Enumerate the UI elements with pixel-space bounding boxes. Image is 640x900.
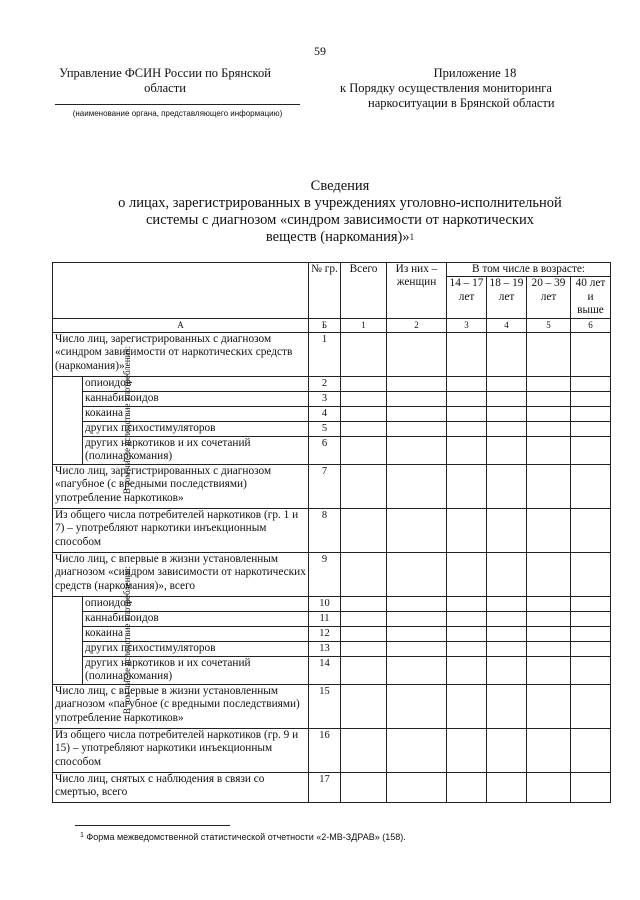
row-number: 15	[309, 685, 341, 729]
value-cell	[487, 612, 527, 627]
table-row	[53, 729, 611, 773]
column-label-row	[53, 318, 611, 332]
value-cell	[487, 773, 527, 803]
value-cell	[341, 627, 387, 642]
table-row	[53, 465, 611, 509]
value-cell	[487, 597, 527, 612]
row-label: опиоидов	[83, 377, 309, 392]
value-cell	[527, 642, 571, 657]
row-label: Число лиц, с впервые в жизни установленным диагнозом «пагубное (с вредными последствиями) употребление наркотиков»	[53, 685, 309, 729]
value-cell	[447, 729, 487, 773]
value-cell	[387, 627, 447, 642]
header-age-18-19: 18 – 19 лет	[487, 277, 527, 318]
value-cell	[387, 465, 447, 509]
value-cell	[487, 509, 527, 553]
row-label: кокаина	[83, 627, 309, 642]
value-cell	[341, 407, 387, 422]
value-cell	[571, 422, 611, 437]
value-cell	[571, 333, 611, 377]
value-cell	[571, 612, 611, 627]
col-label-1: 1	[341, 318, 387, 332]
row-label: Число лиц, зарегистрированных с диагнозом «синдром зависимости от наркотических средств (наркомания)»	[53, 333, 309, 377]
row-number: 13	[309, 642, 341, 657]
value-cell	[571, 597, 611, 612]
value-cell	[447, 612, 487, 627]
value-cell	[527, 612, 571, 627]
value-cell	[387, 657, 447, 685]
value-cell	[387, 509, 447, 553]
organization-block	[40, 66, 290, 96]
value-cell	[571, 465, 611, 509]
value-cell	[341, 597, 387, 612]
row-label: Из общего числа потребителей наркотиков (гр. 1 и 7) – употребляют наркотики инъекционным способом	[53, 509, 309, 553]
value-cell	[447, 657, 487, 685]
value-cell	[527, 597, 571, 612]
value-cell	[447, 392, 487, 407]
value-cell	[341, 333, 387, 377]
value-cell	[447, 553, 487, 597]
table-row	[53, 392, 611, 407]
value-cell	[527, 685, 571, 729]
value-cell	[487, 465, 527, 509]
row-label: Число лиц, с впервые в жизни установленным диагнозом «синдром зависимости от наркотических средств (наркомания)», всего	[53, 553, 309, 597]
col-label-2: 2	[387, 318, 447, 332]
value-cell	[341, 612, 387, 627]
value-cell	[447, 685, 487, 729]
title-line2: о лицах, зарегистрированных в учреждениях уголовно-исполнительной	[118, 195, 562, 211]
value-cell	[527, 377, 571, 392]
table-row	[53, 553, 611, 597]
table-row	[53, 377, 611, 392]
value-cell	[571, 773, 611, 803]
row-number: 14	[309, 657, 341, 685]
value-cell	[487, 333, 527, 377]
value-cell	[387, 377, 447, 392]
vertical-group-label-text: В том числе вследствие употребления:	[122, 565, 133, 714]
value-cell	[571, 437, 611, 465]
value-cell	[527, 407, 571, 422]
value-cell	[387, 773, 447, 803]
value-cell	[571, 553, 611, 597]
value-cell	[341, 509, 387, 553]
appendix-line2: к Порядку осуществления мониторинга	[340, 81, 552, 95]
value-cell	[571, 729, 611, 773]
col-label-b: Б	[309, 318, 341, 332]
value-cell	[447, 509, 487, 553]
value-cell	[571, 642, 611, 657]
value-cell	[387, 553, 447, 597]
value-cell	[527, 657, 571, 685]
row-number: 4	[309, 407, 341, 422]
value-cell	[341, 729, 387, 773]
footnote-mark: 1	[80, 832, 84, 839]
value-cell	[487, 729, 527, 773]
value-cell	[571, 685, 611, 729]
value-cell	[387, 392, 447, 407]
value-cell	[447, 407, 487, 422]
table-row	[53, 627, 611, 642]
footnote-separator	[75, 825, 230, 826]
value-cell	[387, 333, 447, 377]
row-number: 16	[309, 729, 341, 773]
table-row	[53, 437, 611, 465]
title-footnote-mark: 1	[409, 232, 415, 242]
value-cell	[527, 465, 571, 509]
row-label: Число лиц, снятых с наблюдения в связи со смертью, всего	[53, 773, 309, 803]
row-label: Из общего числа потребителей наркотиков (гр. 9 и 15) – употребляют наркотики инъекционным способом	[53, 729, 309, 773]
header-age-40-plus: 40 лет и выше	[571, 277, 611, 318]
row-number: 8	[309, 509, 341, 553]
value-cell	[341, 773, 387, 803]
value-cell	[571, 627, 611, 642]
row-label: других психостимуляторов	[83, 642, 309, 657]
value-cell	[341, 422, 387, 437]
header-ages-group: В том числе в возрасте:	[447, 263, 611, 277]
value-cell	[487, 553, 527, 597]
value-cell	[447, 465, 487, 509]
row-label: других психостимуляторов	[83, 422, 309, 437]
value-cell	[447, 773, 487, 803]
appendix-block	[340, 66, 610, 111]
organization-note: (наименование органа, представляющего информацию)	[72, 109, 283, 118]
value-cell	[571, 407, 611, 422]
header-women: Из них – женщин	[387, 263, 447, 319]
title-line1: Сведения	[310, 178, 370, 194]
value-cell	[527, 422, 571, 437]
document-title	[100, 178, 580, 246]
vertical-group-label-text: В том числе вследствие употребления:	[122, 345, 133, 494]
value-cell	[487, 392, 527, 407]
row-number: 1	[309, 333, 341, 377]
table-row	[53, 597, 611, 612]
value-cell	[487, 627, 527, 642]
organization-name-line2: области	[144, 81, 186, 95]
row-number: 9	[309, 553, 341, 597]
row-label: опиоидов	[83, 597, 309, 612]
row-number: 12	[309, 627, 341, 642]
table-row	[53, 407, 611, 422]
footnote	[80, 832, 580, 842]
header-blank-cell	[53, 263, 309, 319]
col-label-4: 4	[487, 318, 527, 332]
page-number: 59	[314, 44, 326, 58]
value-cell	[447, 437, 487, 465]
value-cell	[387, 685, 447, 729]
table-row	[53, 333, 611, 377]
value-cell	[447, 597, 487, 612]
row-number: 5	[309, 422, 341, 437]
col-label-6: 6	[571, 318, 611, 332]
value-cell	[341, 377, 387, 392]
value-cell	[341, 657, 387, 685]
table-row	[53, 773, 611, 803]
value-cell	[527, 333, 571, 377]
row-label: кокаина	[83, 407, 309, 422]
value-cell	[447, 333, 487, 377]
row-label: каннабиноидов	[83, 392, 309, 407]
report-table	[52, 262, 611, 803]
row-label: каннабиноидов	[83, 612, 309, 627]
row-number: 10	[309, 597, 341, 612]
value-cell	[571, 392, 611, 407]
row-number: 2	[309, 377, 341, 392]
value-cell	[447, 377, 487, 392]
appendix-line3: наркоситуации в Брянской области	[368, 96, 555, 110]
organization-underline	[55, 104, 300, 105]
value-cell	[387, 422, 447, 437]
col-label-a: А	[53, 318, 309, 332]
col-label-3: 3	[447, 318, 487, 332]
title-line3: системы с диагнозом «синдром зависимости от наркотических	[146, 212, 534, 228]
footnote-text: Форма межведомственной статистической отчетности «2-МВ-ЗДРАВ» (158).	[86, 832, 406, 842]
value-cell	[341, 392, 387, 407]
value-cell	[571, 509, 611, 553]
value-cell	[487, 422, 527, 437]
value-cell	[487, 657, 527, 685]
value-cell	[527, 627, 571, 642]
value-cell	[447, 627, 487, 642]
table-row	[53, 612, 611, 627]
value-cell	[387, 437, 447, 465]
col-label-5: 5	[527, 318, 571, 332]
value-cell	[341, 642, 387, 657]
row-number: 11	[309, 612, 341, 627]
value-cell	[487, 642, 527, 657]
row-label: других наркотиков и их сочетаний (полинаркомания)	[83, 657, 309, 685]
row-label: других наркотиков и их сочетаний (полинаркомания)	[83, 437, 309, 465]
header-total: Всего	[341, 263, 387, 319]
value-cell	[487, 685, 527, 729]
value-cell	[341, 437, 387, 465]
appendix-title: Приложение 18	[433, 66, 517, 80]
value-cell	[387, 612, 447, 627]
table-row	[53, 509, 611, 553]
value-cell	[527, 553, 571, 597]
table-row	[53, 657, 611, 685]
row-number: 17	[309, 773, 341, 803]
value-cell	[487, 407, 527, 422]
value-cell	[387, 597, 447, 612]
header-age-14-17: 14 – 17 лет	[447, 277, 487, 318]
value-cell	[527, 509, 571, 553]
value-cell	[571, 657, 611, 685]
row-number: 6	[309, 437, 341, 465]
value-cell	[341, 685, 387, 729]
table-row	[53, 642, 611, 657]
value-cell	[527, 773, 571, 803]
title-line4: веществ (наркомания)»	[265, 229, 410, 245]
value-cell	[487, 377, 527, 392]
value-cell	[447, 422, 487, 437]
value-cell	[341, 553, 387, 597]
value-cell	[387, 407, 447, 422]
value-cell	[447, 642, 487, 657]
table-row	[53, 422, 611, 437]
header-age-20-39: 20 – 39 лет	[527, 277, 571, 318]
row-number: 3	[309, 392, 341, 407]
row-label: Число лиц, зарегистрированных с диагнозом «пагубное (с вредными последствиями) употребление наркотиков»	[53, 465, 309, 509]
value-cell	[341, 465, 387, 509]
value-cell	[571, 377, 611, 392]
organization-name-line1: Управление ФСИН России по Брянской	[59, 66, 271, 80]
row-number: 7	[309, 465, 341, 509]
value-cell	[487, 437, 527, 465]
value-cell	[527, 729, 571, 773]
value-cell	[387, 642, 447, 657]
header-row-1	[53, 263, 611, 277]
value-cell	[527, 437, 571, 465]
table-row	[53, 685, 611, 729]
value-cell	[527, 392, 571, 407]
value-cell	[387, 729, 447, 773]
header-num: № гр.	[309, 263, 341, 319]
